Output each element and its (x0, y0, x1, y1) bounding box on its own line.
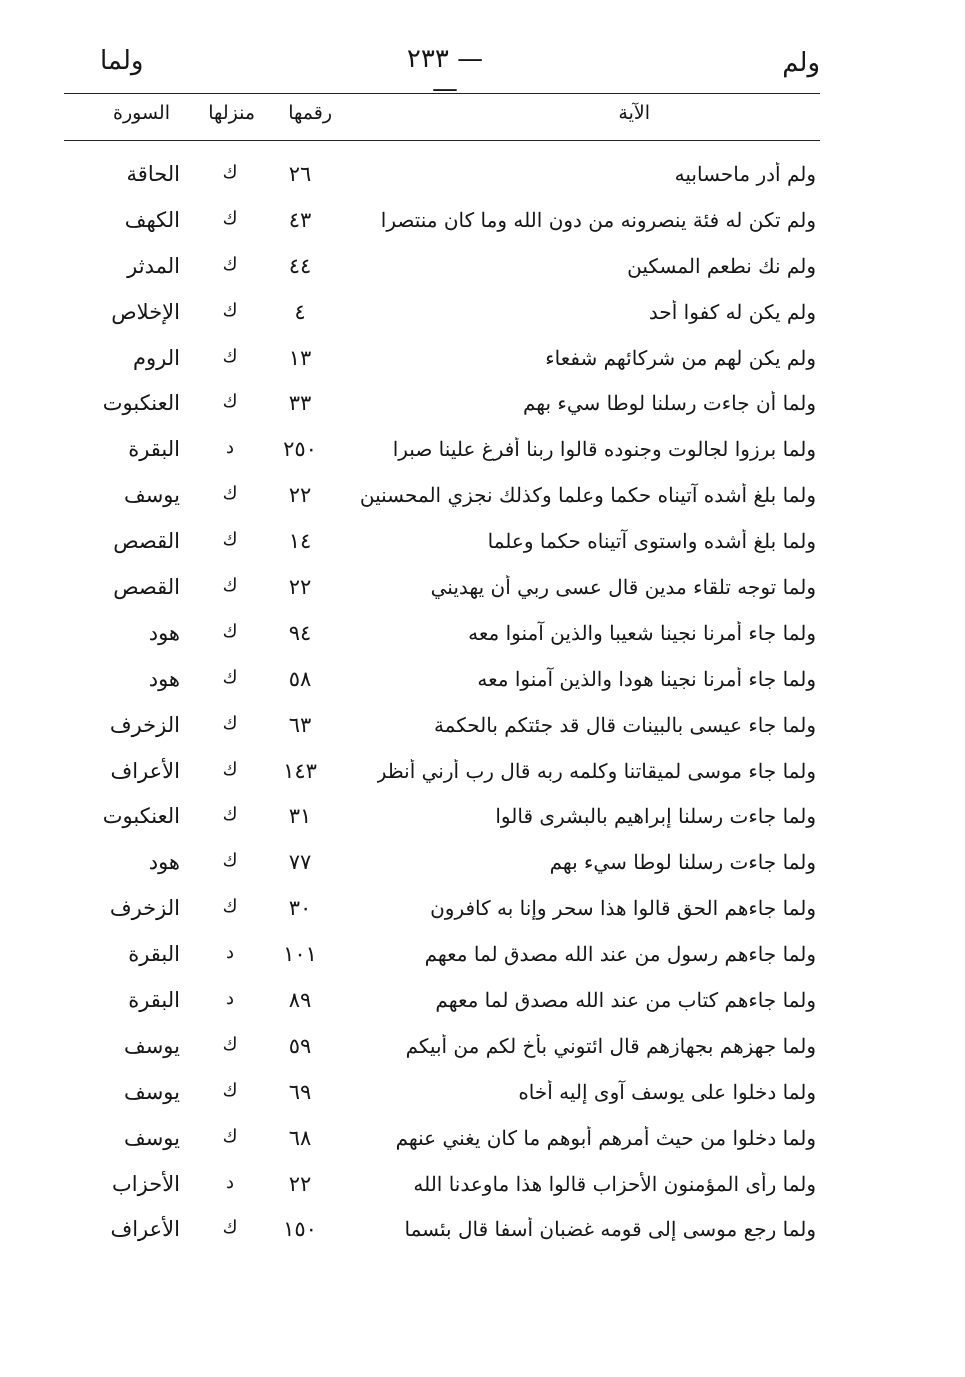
ayah-text: ولما جاء موسى لميقاتنا وكلمه ربه قال رب أرني أنظر (376, 758, 816, 783)
header-rule (64, 93, 820, 94)
ayah-text: ولما جاءهم رسول من عند الله مصدق لما معهم (424, 942, 816, 967)
table-row (64, 292, 820, 338)
table-row (64, 154, 820, 200)
revelation-place: ك (222, 162, 238, 183)
ayah-text: ولما رجع موسى إلى قومه غضبان أسفا قال بئسما (404, 1217, 816, 1242)
table-row (64, 567, 820, 613)
surah-name: الزخرف (109, 896, 180, 921)
revelation-place: ك (222, 575, 238, 597)
surah-name: البقرة (128, 988, 180, 1013)
column-headers (64, 98, 820, 134)
table-row (64, 613, 820, 659)
surah-name: الإخلاص (111, 299, 180, 324)
revelation-place: ك (222, 850, 238, 872)
table-row (64, 246, 820, 292)
ayah-text: ولما أن جاءت رسلنا لوطا سيء بهم (522, 391, 816, 416)
table-row (64, 659, 820, 705)
ayah-number: ٧٧ (288, 850, 312, 875)
table-row (64, 1026, 820, 1072)
revelation-place: د (225, 942, 234, 964)
table-row (64, 521, 820, 567)
table-row (64, 1118, 820, 1164)
column-header-ayah: الآية (618, 102, 650, 124)
ayah-number: ٩٤ (288, 620, 312, 645)
page-number: — ٢٣٣ — (406, 44, 484, 104)
revelation-place: ك (222, 620, 238, 642)
ayah-text: ولما جاء عيسى بالبينات قال قد جئتكم بالحكمة (433, 712, 816, 737)
revelation-place: ك (222, 529, 238, 551)
revelation-place: د (225, 1171, 234, 1193)
table-row (64, 796, 820, 842)
ayah-number: ١٤٣ (283, 758, 317, 783)
ayah-text: ولم يكن له كفوا أحد (648, 299, 816, 324)
ayah-text: ولم يكن لهم من شركائهم شفعاء (545, 345, 816, 370)
index-table (64, 154, 820, 1255)
revelation-place: ك (222, 253, 238, 275)
surah-name: الأعراف (110, 1217, 180, 1242)
ayah-text: ولما جاء أمرنا نجينا هودا والذين آمنوا معه (477, 666, 816, 691)
revelation-place: ك (222, 391, 238, 413)
revelation-place: ك (222, 712, 238, 734)
revelation-place: ك (222, 896, 238, 918)
revelation-place: ك (222, 483, 238, 505)
surah-name: الأحزاب (112, 1171, 180, 1196)
ayah-text: ولما بلغ أشده واستوى آتيناه حكما وعلما (487, 529, 816, 554)
ayah-text: ولما بلغ أشده آتيناه حكما وعلما وكذلك نجزي المحسنين (359, 483, 816, 508)
revelation-place: د (225, 437, 234, 459)
table-row (64, 1072, 820, 1118)
ayah-number: ٢٢ (288, 483, 312, 508)
table-row (64, 338, 820, 384)
table-row (64, 751, 820, 797)
column-header-number: رقمها (288, 102, 332, 124)
revelation-place: ك (222, 804, 238, 826)
ayah-text: ولما جهزهم بجهازهم قال ائتوني بأخ لكم من أبيكم (405, 1033, 816, 1058)
ayah-text: ولم تكن له فئة ينصرونه من دون الله وما كان منتصرا (380, 207, 816, 232)
surah-name: البقرة (128, 942, 180, 967)
ayah-number: ٨٩ (288, 988, 312, 1013)
ayah-number: ٣٣ (288, 391, 312, 416)
revelation-place: ك (222, 1217, 238, 1239)
ayah-number: ٦٣ (288, 712, 312, 737)
revelation-place: ك (222, 207, 238, 229)
table-row (64, 705, 820, 751)
revelation-place: ك (222, 758, 238, 780)
surah-name: الكهف (124, 207, 180, 232)
table-row (64, 383, 820, 429)
surah-name: يوسف (123, 1079, 180, 1104)
ayah-number: ٦٨ (288, 1125, 312, 1150)
ayah-text: ولم أدر ماحسابيه (674, 162, 816, 186)
surah-name: القصص (113, 529, 180, 554)
table-row (64, 475, 820, 521)
ayah-text: ولما رأى المؤمنون الأحزاب قالوا هذا ماوعدنا الله (413, 1171, 816, 1196)
ayah-number: ٤٣ (288, 207, 312, 232)
surah-name: العنكبوت (102, 804, 180, 829)
ayah-number: ٣١ (288, 804, 312, 829)
ayah-text: ولما جاءهم الحق قالوا هذا سحر وإنا به كافرون (430, 896, 816, 921)
surah-name: العنكبوت (102, 391, 180, 416)
surah-name: هود (148, 666, 180, 691)
ayah-number: ٥٨ (288, 666, 312, 691)
surah-name: هود (148, 850, 180, 875)
ayah-number: ١٥٠ (283, 1217, 317, 1242)
table-row (64, 429, 820, 475)
column-header-revealed: منزلها (208, 102, 255, 124)
ayah-number: ٢٥٠ (283, 437, 317, 462)
table-row (64, 888, 820, 934)
ayah-text: ولما دخلوا على يوسف آوى إليه أخاه (518, 1079, 816, 1104)
ayah-number: ٣٠ (288, 896, 312, 921)
surah-name: المدثر (127, 253, 180, 278)
revelation-place: ك (222, 299, 238, 321)
ayah-number: ٢٢ (288, 575, 312, 600)
surah-name: الروم (133, 345, 180, 370)
ayah-number: ٤ (294, 299, 306, 324)
surah-name: يوسف (123, 1033, 180, 1058)
header-right-word: ولم (782, 48, 820, 78)
header-left-word: ولما (100, 46, 144, 76)
ayah-text: ولما برزوا لجالوت وجنوده قالوا ربنا أفرغ علينا صبرا (392, 437, 816, 462)
table-row (64, 1209, 820, 1255)
surah-name: القصص (113, 575, 180, 600)
revelation-place: ك (222, 666, 238, 688)
surah-name: البقرة (128, 437, 180, 462)
ayah-number: ٦٩ (288, 1079, 312, 1104)
surah-name: الأعراف (110, 758, 180, 783)
table-row (64, 200, 820, 246)
table-row (64, 934, 820, 980)
ayah-number: ٢٦ (288, 162, 312, 186)
surah-name: يوسف (123, 1125, 180, 1150)
column-header-rule (64, 140, 820, 141)
table-row (64, 980, 820, 1026)
ayah-number: ٤٤ (288, 253, 312, 278)
revelation-place: د (225, 988, 234, 1010)
column-header-surah: السورة (113, 102, 170, 124)
ayah-number: ٢٢ (288, 1171, 312, 1196)
ayah-text: ولما دخلوا من حيث أمرهم أبوهم ما كان يغني عنهم (395, 1125, 816, 1150)
revelation-place: ك (222, 1125, 238, 1147)
surah-name: هود (148, 620, 180, 645)
ayah-text: ولما توجه تلقاء مدين قال عسى ربي أن يهديني (430, 575, 816, 600)
ayah-number: ١٣ (288, 345, 312, 370)
ayah-text: ولم نك نطعم المسكين (627, 253, 816, 278)
surah-name: يوسف (123, 483, 180, 508)
surah-name: الحاقة (126, 162, 180, 186)
ayah-text: ولما جاء أمرنا نجينا شعيبا والذين آمنوا معه (468, 620, 816, 645)
table-row (64, 842, 820, 888)
table-row (64, 1164, 820, 1210)
revelation-place: ك (222, 1079, 238, 1101)
ayah-text: ولما جاءت رسلنا إبراهيم بالبشرى قالوا (495, 804, 816, 829)
ayah-text: ولما جاءت رسلنا لوطا سيء بهم (549, 850, 816, 875)
ayah-number: ٥٩ (288, 1033, 312, 1058)
page-header (60, 40, 820, 104)
ayah-text: ولما جاءهم كتاب من عند الله مصدق لما معهم (435, 988, 816, 1013)
revelation-place: ك (222, 1033, 238, 1055)
ayah-number: ١٤ (288, 529, 312, 554)
ayah-number: ١٠١ (283, 942, 317, 967)
revelation-place: ك (222, 345, 238, 367)
surah-name: الزخرف (109, 712, 180, 737)
